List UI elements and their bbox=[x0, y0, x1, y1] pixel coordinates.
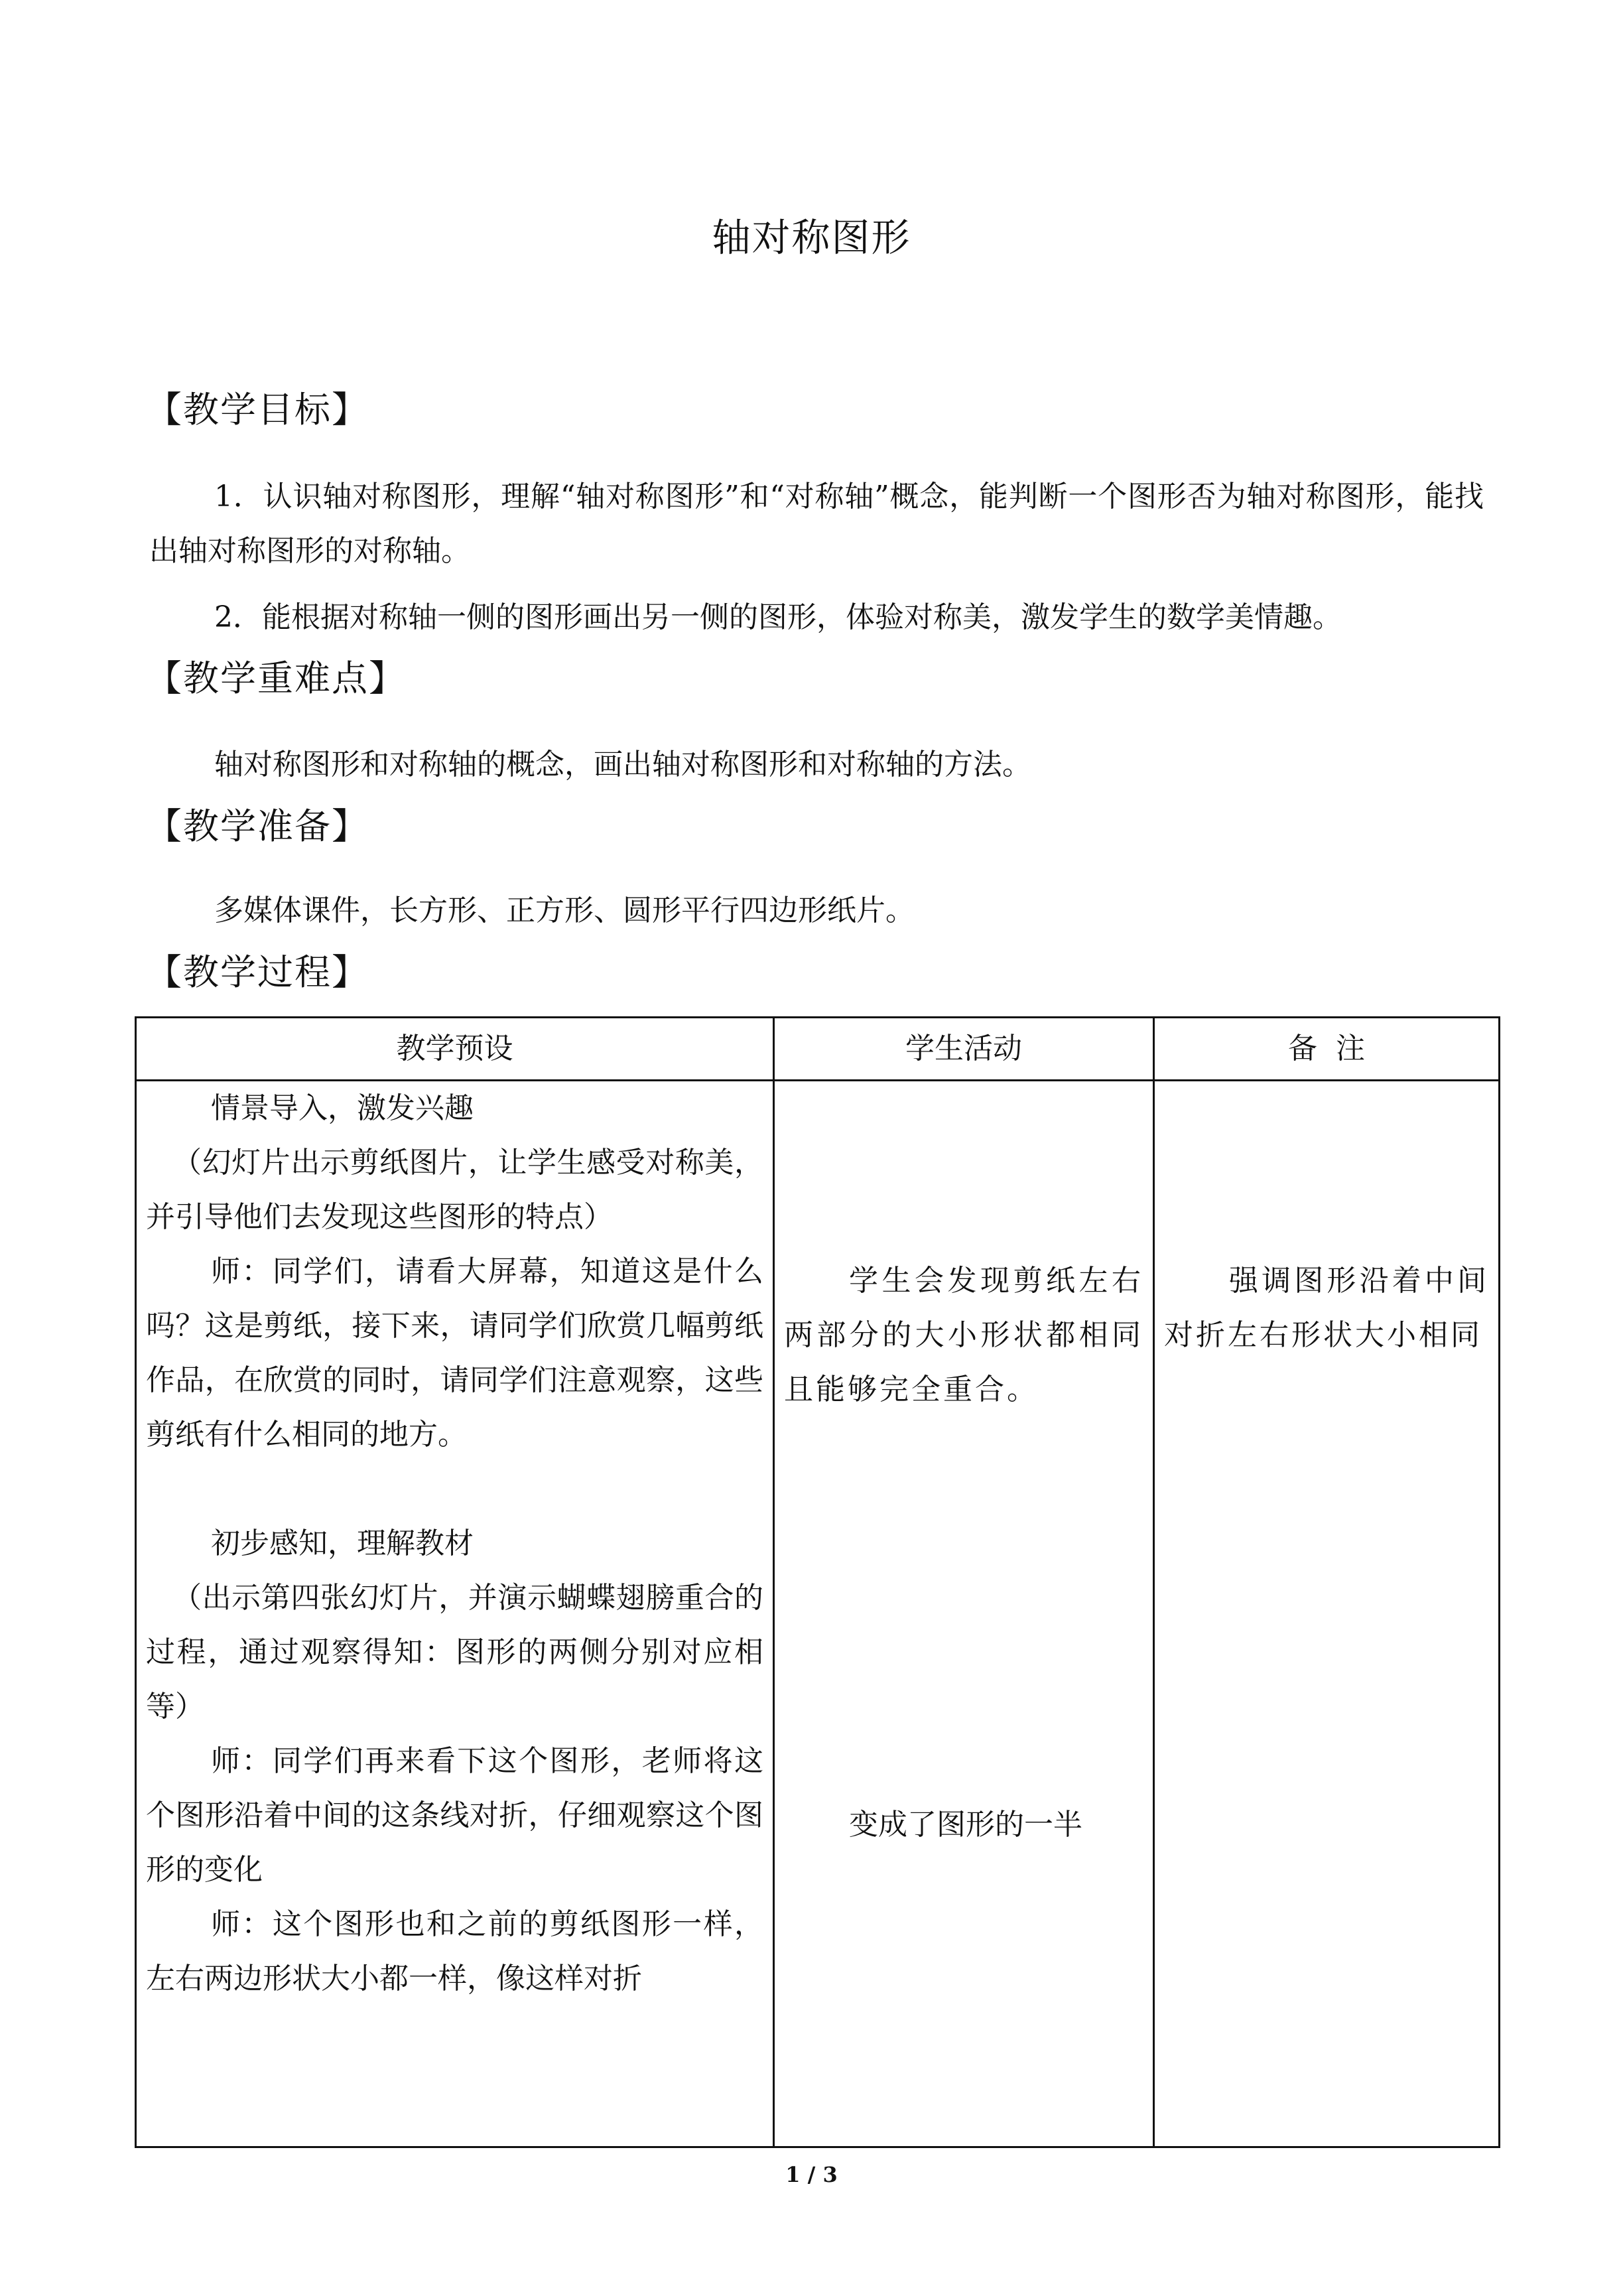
teaching-paragraph: （幻灯片出示剪纸图片，让学生感受对称美，并引导他们去发现这些图形的特点） bbox=[146, 1146, 763, 1234]
spacer bbox=[146, 1462, 763, 1517]
teaching-paragraph: 师：同学们，请看大屏幕，知道这是什么吗？这是剪纸，接下来，请同学们欣赏几幅剪纸作品，在欣赏的同时，请同学们注意观察，这些剪纸有什么相同的地方。 bbox=[146, 1254, 763, 1452]
page-title: 轴对称图形 bbox=[712, 215, 911, 260]
teaching-paragraph: 初步感知，理解教材 bbox=[211, 1526, 474, 1560]
key-points-text: 轴对称图形和对称轴的概念，画出轴对称图形和对称轴的方法。 bbox=[214, 748, 1031, 781]
teaching-paragraph: 师：同学们再来看下这个图形，老师将这个图形沿着中间的这条线对折，仔细观察这个图形的变化 bbox=[146, 1744, 763, 1887]
student-paragraph: 学生会发现剪纸左右两部分的大小形状都相同且能够完全重合。 bbox=[784, 1264, 1143, 1406]
key-points-heading: 【教学重难点】 bbox=[146, 657, 406, 699]
note-paragraph: 强调图形沿着中间对折左右形状大小相同 bbox=[1164, 1264, 1489, 1352]
process-table bbox=[135, 1016, 1500, 2148]
header-student-activity: 学生活动 bbox=[774, 1018, 1154, 1081]
teaching-paragraph: （出示第四张幻灯片，并演示蝴蝶翅膀重合的过程，通过观察得知：图形的两侧分别对应相等） bbox=[146, 1581, 763, 1723]
objectives-heading: 【教学目标】 bbox=[146, 389, 369, 431]
teaching-cell bbox=[136, 1081, 774, 2147]
table-row bbox=[136, 1081, 1500, 2147]
teaching-paragraph: 师：这个图形也和之前的剪纸图形一样，左右两边形状大小都一样，像这样对折 bbox=[146, 1907, 763, 1995]
objective-item-2: 2．能根据对称轴一侧的图形画出另一侧的图形，体验对称美，激发学生的数学美情趣。 bbox=[214, 600, 1342, 634]
preparation-text: 多媒体课件，长方形、正方形、圆形平行四边形纸片。 bbox=[214, 894, 915, 927]
preparation-heading: 【教学准备】 bbox=[146, 805, 369, 847]
notes-cell bbox=[1154, 1081, 1500, 2147]
teaching-paragraph: 情景导入，激发兴趣 bbox=[211, 1091, 474, 1125]
header-teaching-plan: 教学预设 bbox=[136, 1018, 774, 1081]
student-paragraph: 变成了图形的一半 bbox=[849, 1808, 1082, 1842]
page-number: 1 / 3 bbox=[785, 2162, 838, 2187]
header-notes: 备 注 bbox=[1154, 1018, 1500, 1081]
objective-item-1: 1．认识轴对称图形，理解“轴对称图形”和“对称轴”概念，能判断一个图形否为轴对称图形，能找出轴对称图形的对称轴。 bbox=[149, 480, 1484, 568]
student-cell bbox=[774, 1081, 1154, 2147]
process-heading: 【教学过程】 bbox=[146, 951, 369, 993]
table-header-row bbox=[136, 1018, 1500, 1081]
